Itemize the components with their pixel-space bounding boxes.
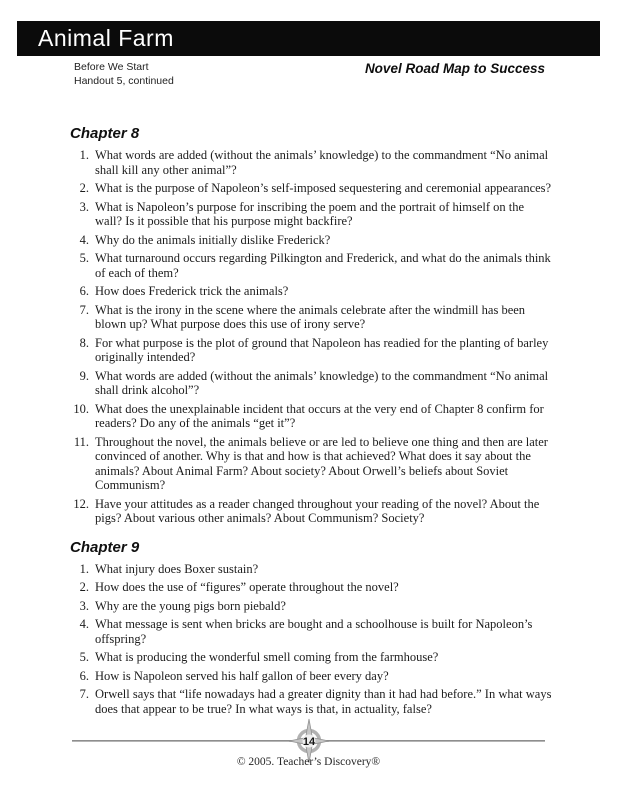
question-text: Why are the young pigs born piebald? xyxy=(95,598,286,613)
question-number: 4. xyxy=(79,232,89,247)
question-text: What does the unexplainable incident that occurs at the very end of Chapter 8 confirm for readers? Do any of the animals “get it”? xyxy=(95,401,544,430)
question-text: What injury does Boxer sustain? xyxy=(95,561,259,576)
handout-number: Handout 5, continued xyxy=(74,75,174,87)
question-text: What is the irony in the scene where the animals celebrate after the windmill has been blown up? What purpose does this use of irony serve? xyxy=(95,302,526,331)
question-text: How does the use of “figures” operate throughout the novel? xyxy=(95,580,399,594)
question-item xyxy=(68,251,554,280)
question-number: 9. xyxy=(79,368,89,383)
question-item xyxy=(68,336,554,365)
question-text: What words are added (without the animals’ knowledge) to the commandment “No animal shall drink alcohol”? xyxy=(95,368,549,397)
question-item xyxy=(68,617,554,646)
question-text: What is the purpose of Napoleon’s self-imposed sequestering and ceremonial appearances? xyxy=(95,181,552,195)
page-title: Animal Farm xyxy=(38,25,174,51)
question-item xyxy=(68,148,554,177)
question-text: How is Napoleon served his half gallon of beer every day? xyxy=(95,668,389,683)
questions-content xyxy=(68,125,554,729)
question-text: What is producing the wonderful smell coming from the farmhouse? xyxy=(95,650,439,664)
question-text: For what purpose is the plot of ground that Napoleon has readied for the planting of barley originally intended? xyxy=(95,335,549,364)
question-item xyxy=(68,669,554,684)
question-text: Have your attitudes as a reader changed throughout your reading of the novel? About the pigs? About various other animals? About Communism? Society? xyxy=(95,496,540,525)
question-item xyxy=(68,369,554,398)
question-number: 8. xyxy=(79,335,89,350)
question-number: 2. xyxy=(79,181,89,195)
chapter-8-question-list xyxy=(68,148,554,526)
chapter-9-question-list xyxy=(68,562,554,717)
question-item xyxy=(68,303,554,332)
question-item xyxy=(68,562,554,577)
question-number: 7. xyxy=(79,687,89,701)
question-number: 3. xyxy=(79,199,89,214)
question-number: 1. xyxy=(79,148,89,162)
question-item xyxy=(68,402,554,431)
question-item xyxy=(68,497,554,526)
chapter-8-heading: Chapter 8 xyxy=(70,125,140,142)
question-item xyxy=(68,650,554,665)
question-number: 3. xyxy=(79,598,89,613)
question-item xyxy=(68,687,554,716)
question-text: How does Frederick trick the animals? xyxy=(95,284,289,298)
question-text: Throughout the novel, the animals believe or are led to believe one thing and then are later convinced of another. Why is that and how is that achieved? What does it say about the animals? About Animal Farm? About society? About Orwell’s beliefs about Soviet Communism? xyxy=(95,434,548,492)
title-bar xyxy=(17,21,600,56)
series-slogan: Novel Road Map to Success xyxy=(364,61,545,76)
question-item xyxy=(68,435,554,493)
question-number: 4. xyxy=(79,617,89,631)
chapter-9-heading: Chapter 9 xyxy=(70,538,140,556)
page-number: 14 xyxy=(302,736,316,748)
question-number: 2. xyxy=(79,580,89,594)
question-item xyxy=(68,233,554,248)
question-item xyxy=(68,181,554,196)
question-item xyxy=(68,580,554,595)
handout-unit: Before We Start xyxy=(74,61,149,73)
question-text: Orwell says that “life nowadays had a greater dignity than it had had before.” In what ways does that appear to be true? In what ways is that, in actuality, false? xyxy=(95,687,552,716)
copyright-line: © 2005. Teacher’s Discovery® xyxy=(236,756,381,768)
subheader xyxy=(0,60,618,88)
question-number: 7. xyxy=(79,302,89,317)
question-number: 6. xyxy=(79,284,89,298)
question-number: 12. xyxy=(73,496,89,511)
question-text: What is Napoleon’s purpose for inscribing the poem and the portrait of himself on the wall? Is it possible that his purpose might backfire? xyxy=(95,199,525,228)
question-number: 5. xyxy=(79,650,89,664)
question-item xyxy=(68,200,554,229)
question-text: What words are added (without the animals’ knowledge) to the commandment “No animal shall kill any other animal”? xyxy=(95,148,549,177)
question-number: 1. xyxy=(79,561,89,576)
question-text: What message is sent when bricks are bought and a schoolhouse is built for Napoleon’s offspring? xyxy=(95,617,533,646)
handout-label xyxy=(74,60,174,88)
question-text: What turnaround occurs regarding Pilkington and Frederick, and what do the animals think of each of them? xyxy=(95,251,551,280)
question-number: 6. xyxy=(79,668,89,683)
question-item xyxy=(68,284,554,299)
question-item xyxy=(68,599,554,614)
question-number: 5. xyxy=(79,251,89,265)
question-number: 10. xyxy=(73,401,89,416)
question-text: Why do the animals initially dislike Frederick? xyxy=(95,232,331,247)
question-number: 11. xyxy=(73,434,89,449)
